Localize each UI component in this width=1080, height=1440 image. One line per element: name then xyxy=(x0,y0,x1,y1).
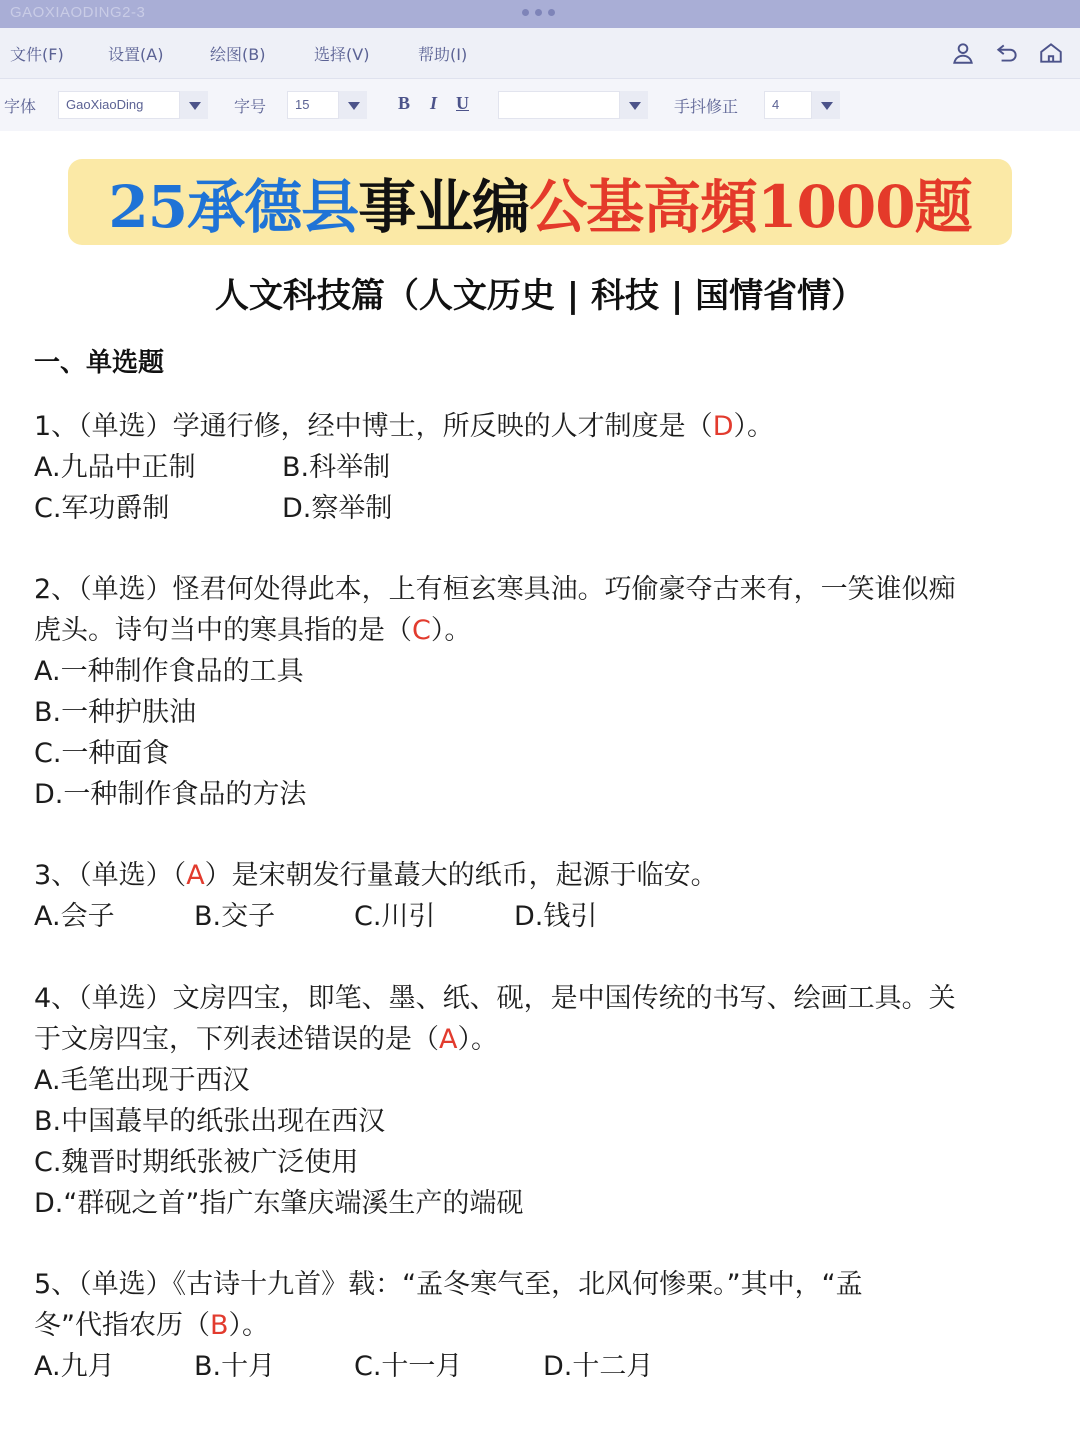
menu-select[interactable]: 选择(V) xyxy=(314,45,370,64)
question-1-stem xyxy=(34,404,774,443)
italic-button[interactable]: I xyxy=(430,93,438,113)
q5-close: ）。 xyxy=(228,1310,270,1341)
size-select[interactable]: 15 xyxy=(287,91,339,119)
q5-option-b: B.十月 xyxy=(194,1351,276,1382)
q3-option-b: B.交子 xyxy=(194,901,276,932)
dot xyxy=(522,9,529,16)
q3-option-d: D.钱引 xyxy=(514,901,598,932)
q2-text: 虎头。诗句当中的寒具指的是（ xyxy=(34,615,412,646)
title-bar xyxy=(0,0,1080,28)
q5-option-c: C.十一月 xyxy=(354,1351,463,1382)
window-dots[interactable] xyxy=(522,9,555,16)
menu-file[interactable]: 文件(F) xyxy=(10,45,64,64)
question-2-stem-line-1: 2、（单选）怪君何处得此本，上有桓玄寒具油。巧偷豪夺古来有，一笑谁似痴 xyxy=(34,574,956,605)
q2-option-c: C.一种面食 xyxy=(34,738,170,769)
subtitle: 人文科技篇（人文历史 | 科技 | 国情省情） xyxy=(214,276,866,316)
q4-answer: A xyxy=(439,1024,458,1055)
shake-correction-label: 手抖修正 xyxy=(674,97,739,116)
format-toolbar xyxy=(0,79,1080,131)
section-title: 一、单选题 xyxy=(34,348,165,378)
home-icon[interactable] xyxy=(1038,40,1064,66)
q4-close: ）。 xyxy=(457,1024,498,1055)
q5-option-a: A.九月 xyxy=(34,1351,115,1382)
title-banner xyxy=(68,159,1012,245)
menu-settings[interactable]: 设置(A) xyxy=(108,45,164,64)
q4-text: 于文房四宝，下列表述错误的是（ xyxy=(34,1024,439,1055)
menu-help[interactable]: 帮助(I) xyxy=(418,45,468,64)
q5-answer: B xyxy=(210,1310,229,1341)
q3-answer: A xyxy=(186,860,205,891)
color-dropdown-icon[interactable] xyxy=(620,91,648,119)
color-select[interactable] xyxy=(498,91,620,119)
q2-option-b: B.一种护肤油 xyxy=(34,697,197,728)
q4-option-a: A.毛笔出现于西汉 xyxy=(34,1065,250,1096)
bold-button[interactable]: B xyxy=(398,93,411,113)
underline-button[interactable]: U xyxy=(456,93,469,113)
menu-draw[interactable]: 绘图(B) xyxy=(210,45,266,64)
size-dropdown-icon[interactable] xyxy=(339,91,367,119)
q3-open: 3、（单选）（ xyxy=(34,860,187,891)
font-label: 字体 xyxy=(4,97,37,116)
q1-option-c: C.军功爵制 xyxy=(34,493,170,524)
menu-bar xyxy=(0,28,1080,79)
q3-text: ）是宋朝发行量蕞大的纸币，起源于临安。 xyxy=(204,860,718,891)
size-label: 字号 xyxy=(234,97,267,116)
q4-option-d: D.“群砚之首”指广东肇庆端溪生产的端砚 xyxy=(34,1188,524,1219)
question-3-stem xyxy=(34,853,718,892)
dot xyxy=(548,9,555,16)
q5-option-d: D.十二月 xyxy=(543,1351,654,1382)
q3-option-a: A.会子 xyxy=(34,901,115,932)
q3-option-c: C.川引 xyxy=(354,901,436,932)
q1-option-b: B.科举制 xyxy=(282,452,391,483)
font-dropdown-icon[interactable] xyxy=(180,91,208,119)
undo-icon[interactable] xyxy=(994,40,1020,66)
question-4-stem-line-1: 4、（单选）文房四宝，即笔、墨、纸、砚，是中国传统的书写、绘画工具。关 xyxy=(34,983,956,1014)
question-5-stem-line-1: 5、（单选）《古诗十九首》载：“孟冬寒气至，北风何惨栗。”其中，“孟 xyxy=(34,1269,863,1300)
q2-option-a: A.一种制作食品的工具 xyxy=(34,656,304,687)
shake-correction-select[interactable]: 4 xyxy=(764,91,812,119)
banner-part-1: 25承德县 xyxy=(108,173,359,241)
dot xyxy=(535,9,542,16)
question-2-stem-line-2 xyxy=(34,608,471,647)
menu-right-icons xyxy=(950,40,1064,66)
banner-part-2: 事业编 xyxy=(358,173,530,241)
question-4-stem-line-2 xyxy=(34,1017,498,1056)
q1-option-a: A.九品中正制 xyxy=(34,452,196,483)
q2-answer: C xyxy=(412,615,431,646)
q2-option-d: D.一种制作食品的方法 xyxy=(34,779,307,810)
q1-answer: D xyxy=(712,411,734,442)
banner-part-3: 公基高頻1000题 xyxy=(529,173,972,241)
shake-dropdown-icon[interactable] xyxy=(812,91,840,119)
q1-option-d: D.察举制 xyxy=(282,493,393,524)
q4-option-b: B.中国蕞早的纸张出现在西汉 xyxy=(34,1106,386,1137)
q1-close: ）。 xyxy=(733,411,774,442)
font-select[interactable]: GaoXiaoDing xyxy=(58,91,180,119)
app-title: GAOXIAODING2-3 xyxy=(10,4,146,21)
user-icon[interactable] xyxy=(950,40,976,66)
q1-text: 1、（单选）学通行修，经中博士，所反映的人才制度是（ xyxy=(34,411,713,442)
q5-text: 冬”代指农历（ xyxy=(34,1310,210,1341)
q2-close: ）。 xyxy=(430,615,472,646)
question-5-stem-line-2 xyxy=(34,1303,269,1342)
q4-option-c: C.魏晋时期纸张被广泛使用 xyxy=(34,1147,359,1178)
